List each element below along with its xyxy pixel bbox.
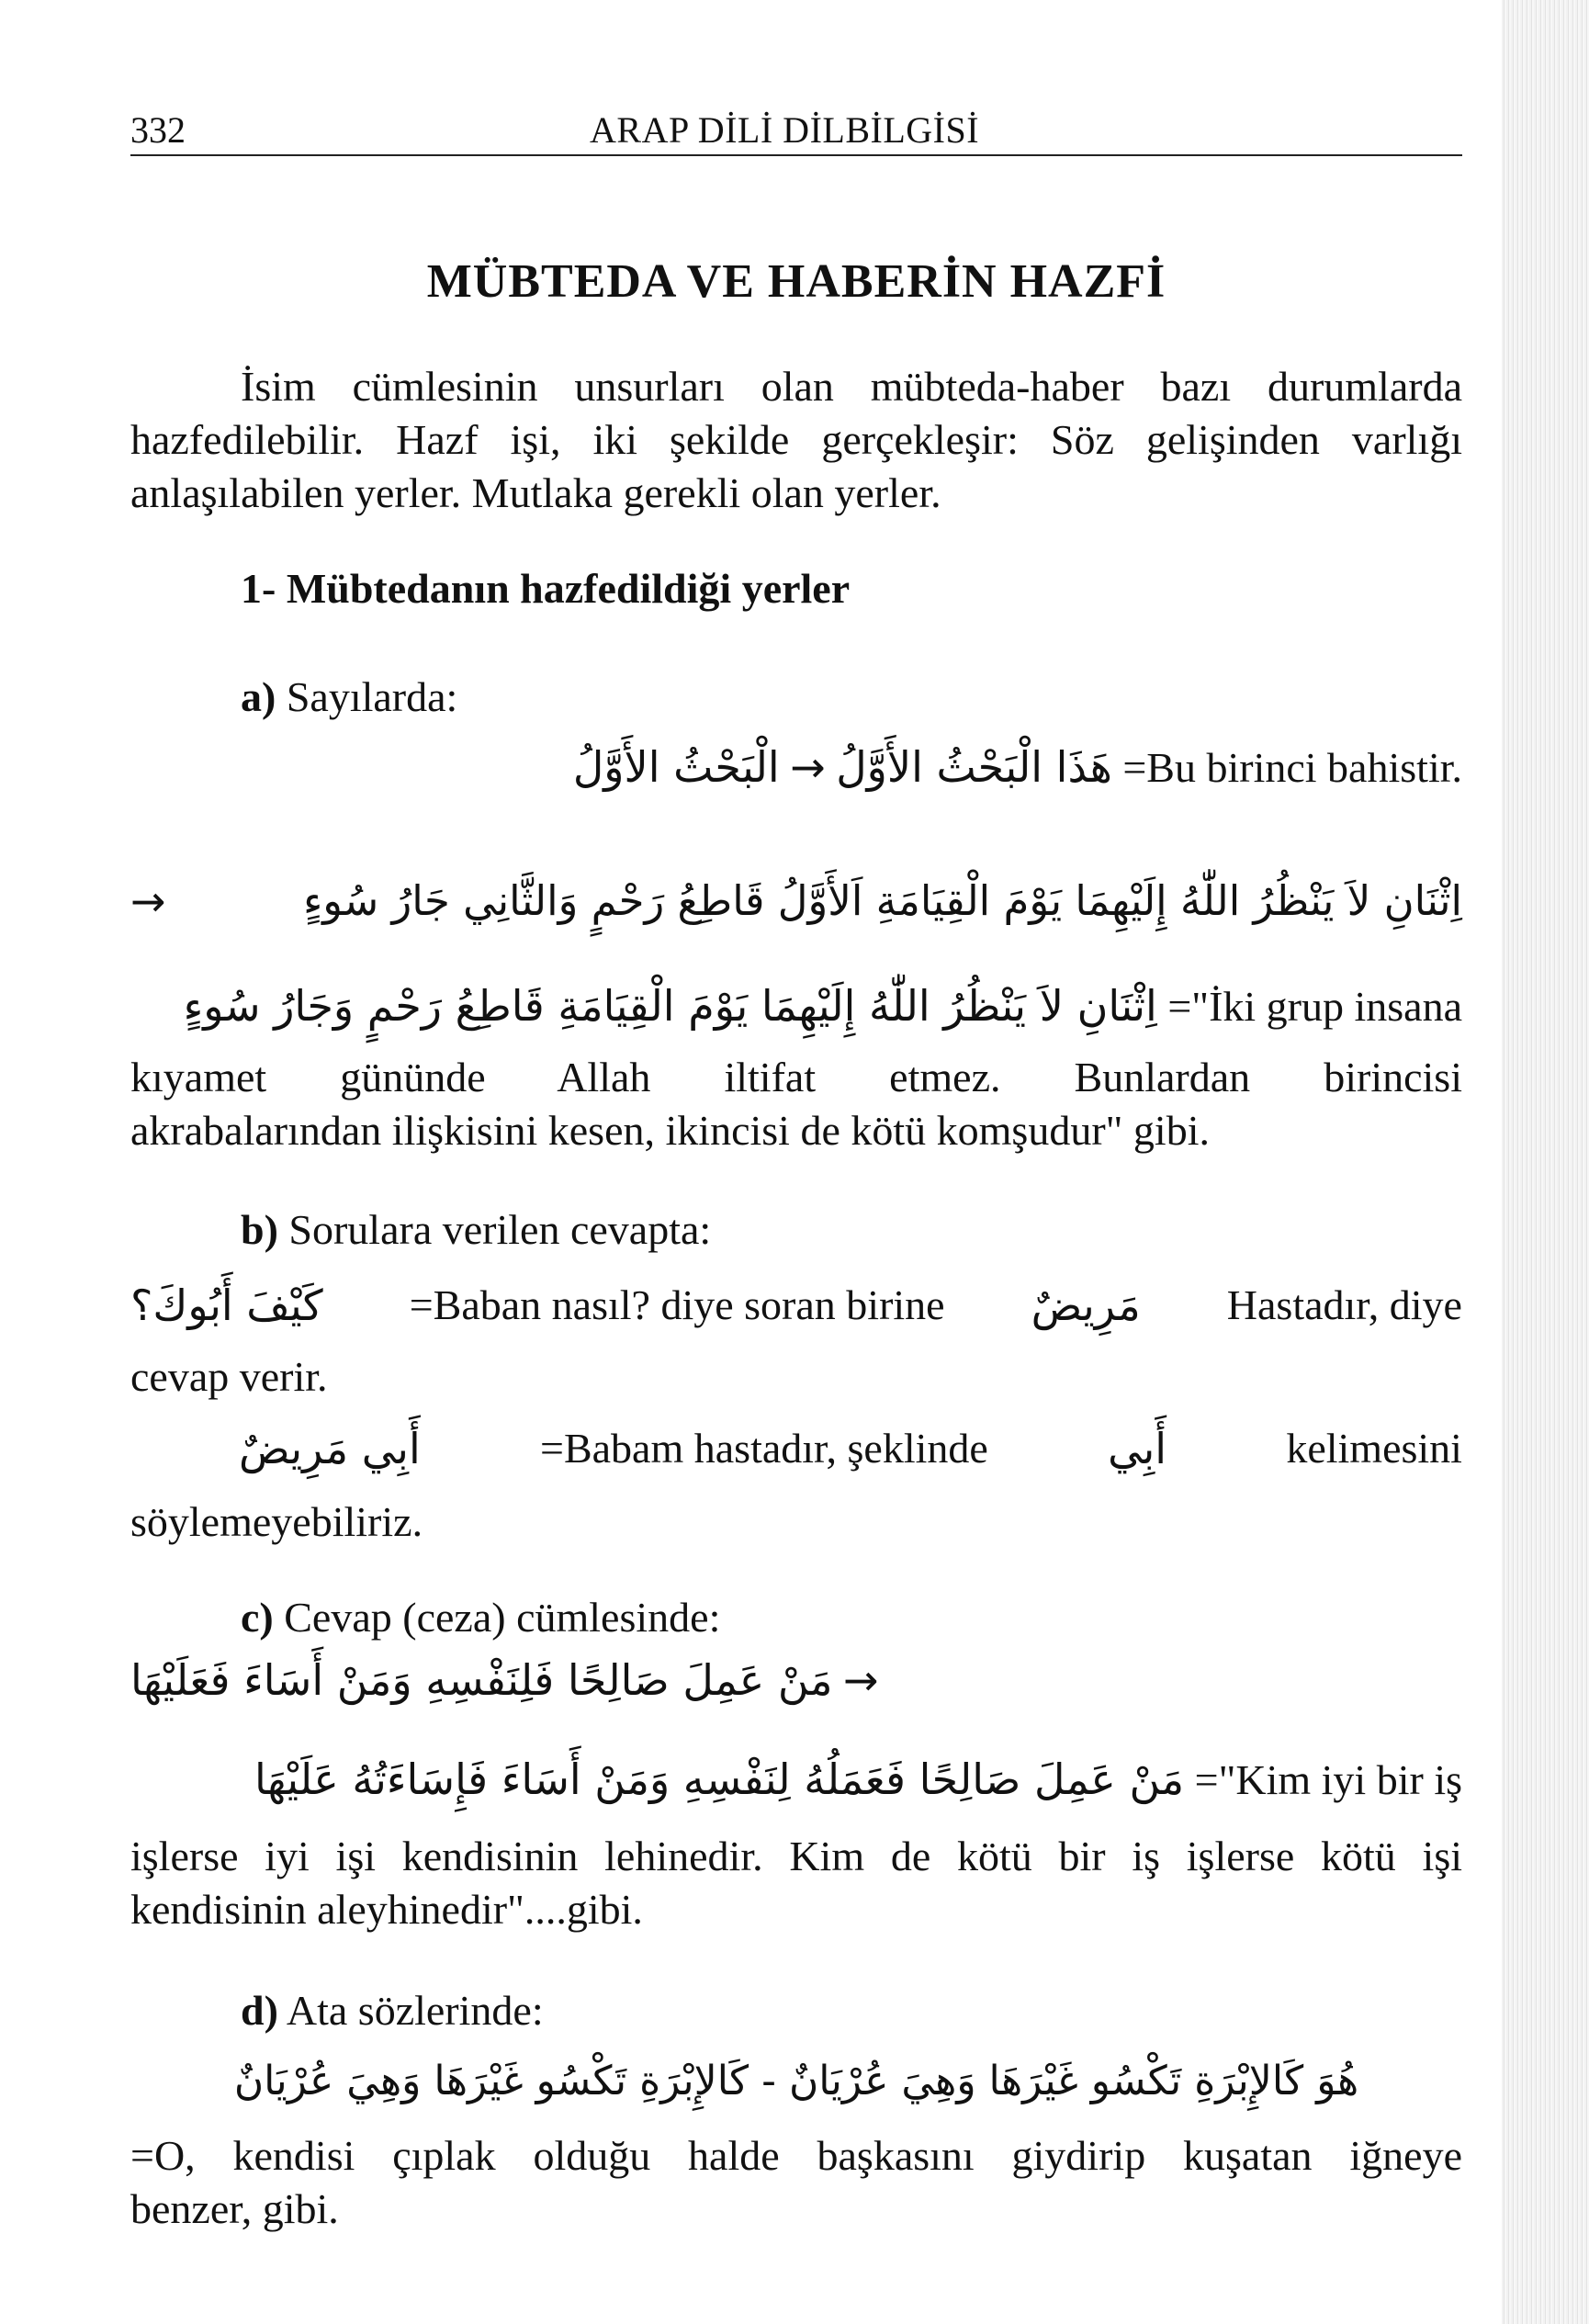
page-edge-texture	[1502, 0, 1589, 2324]
gloss-start: ="İki grup insana	[1167, 983, 1462, 1030]
gloss-end: Hastadır, diye	[1226, 1281, 1462, 1328]
subsection-b-heading	[130, 1203, 1572, 1257]
arabic-result: الْبَحْثُ الأَوَّلُ	[572, 742, 780, 792]
subsection-c-heading	[130, 1591, 1572, 1644]
intro-line-1: İsim cümlesinin unsurları olan mübteda-haber bazı durumlarda	[241, 363, 1462, 410]
arabic-expanded: مَنْ عَمِلَ صَالِحًا فَعَمَلُهُ لِنَفْسِهِ وَمَنْ أَسَاءَ فَإِسَاءَتُهُ عَلَيْهَا	[254, 1754, 1185, 1804]
subsection-title: Cevap (ceza) cümlesinde:	[284, 1594, 721, 1641]
gloss-start: ="Kim iyi bir iş	[1194, 1756, 1462, 1803]
translation-line-2: kendisinin aleyhinedir"....gibi.	[130, 1886, 643, 1933]
arabic-proverb: هُوَ كَالإِبْرَةِ تَكْسُو غَيْرَهَا وَهِيَ عُرْيَانٌ - كَالإِبْرَةِ تَكْسُو غَيْرَهَا وَهِيَ عُرْيَانٌ	[233, 2058, 1359, 2104]
subsection-label: c)	[241, 1594, 274, 1641]
chapter-title: MÜBTEDA VE HABERİN HAZFİ	[426, 255, 1166, 308]
subsection-title: Ata sözlerinde:	[286, 1987, 544, 2034]
arabic-word: أَبِي	[1108, 1424, 1167, 1473]
example-b1	[130, 1279, 1462, 1332]
arabic-hadith: اِثْنَانِ لاَ يَنْظُرُ اللّٰهُ إِلَيْهِمَا يَوْمَ الْقِيَامَةِ اَلأَوَّلُ قَاطِعُ رَحْمٍ وَالثَّانِي جَارُ سُوءٍ	[303, 876, 1462, 925]
translation-line-1: kıyamet gününde Allah iltifat etmez. Bunlardan birincisi	[130, 1054, 1462, 1100]
example-a2	[130, 874, 1462, 928]
gloss-end: kelimesini	[1286, 1425, 1462, 1472]
translation-a	[130, 1051, 1462, 1157]
arabic-hadith-short: اِثْنَانِ لاَ يَنْظُرُ اللّٰهُ إِلَيْهِمَا يَوْمَ الْقِيَامَةِ قَاطِعُ رَحْمٍ وَجَارُ سُوءٍ	[183, 981, 1157, 1031]
text-line: cevap verir.	[130, 1353, 328, 1400]
text-line: söylemeyebiliriz.	[130, 1498, 423, 1545]
section-heading: 1- Mübtedanın hazfedildiği yerler	[241, 565, 851, 612]
example-d1	[130, 2054, 1462, 2108]
subsection-label: a)	[241, 673, 276, 720]
header-rule	[130, 154, 1462, 156]
subsection-title: Sayılarda:	[286, 673, 458, 720]
translation-line-1: =O, kendisi çıplak olduğu halde başkasını giydirip kuşatan iğneye	[130, 2132, 1462, 2179]
intro-line-3: anlaşılabilen yerler. Mutlaka gerekli olan yerler.	[130, 469, 941, 516]
translation-line-2: benzer, gibi.	[130, 2185, 339, 2232]
example-c2	[130, 1753, 1462, 1807]
intro-paragraph	[130, 360, 1462, 520]
arabic-sentence: أَبِي مَرِيضٌ	[239, 1424, 421, 1473]
translation-line-2: akrabalarından ilişkisini kesen, ikincisi de kötü komşudur" gibi.	[130, 1107, 1210, 1154]
arrow-icon: →	[130, 876, 166, 926]
subsection-label: b)	[241, 1206, 278, 1253]
gloss-mid: =Baban nasıl? diye soran birine	[409, 1281, 945, 1328]
gloss: =Bu birinci bahistir.	[1122, 744, 1462, 791]
arrow-icon: →	[790, 742, 826, 792]
subsection-a-heading	[130, 671, 1572, 724]
example-a3	[130, 979, 1462, 1033]
arrow-icon: →	[842, 1655, 879, 1705]
subsection-d-heading	[130, 1984, 1572, 2037]
example-c1	[130, 1653, 1462, 1708]
example-b2	[130, 1422, 1462, 1475]
arabic-question: كَيْفَ أَبُوكَ؟	[130, 1280, 323, 1330]
arabic-full: هَذَا الْبَحْثُ الأَوَّلُ	[836, 742, 1112, 792]
translation-d	[130, 2129, 1462, 2236]
arabic-condition: مَنْ عَمِلَ صَالِحًا فَلِنَفْسِهِ وَمَنْ أَسَاءَ فَعَلَيْهَا	[130, 1655, 833, 1705]
arabic-answer: مَرِيضٌ	[1031, 1280, 1141, 1330]
subsection-title: Sorulara verilen cevapta:	[288, 1206, 712, 1253]
subsection-label: d)	[241, 1987, 278, 2034]
intro-line-2: hazfedilebilir. Hazf işi, iki şekilde gerçekleşir: Söz gelişinden varlığı	[130, 416, 1462, 463]
translation-line-1: işlerse iyi işi kendisinin lehinedir. Kim de kötü bir iş işlerse kötü işi	[130, 1833, 1462, 1879]
page-number: 332	[130, 109, 186, 151]
gloss-mid: =Babam hastadır, şeklinde	[540, 1425, 988, 1472]
translation-c	[130, 1830, 1462, 1936]
example-a1	[130, 740, 1462, 795]
running-header	[130, 108, 1462, 154]
running-title: ARAP DİLİ DİLBİLGİSİ	[590, 109, 980, 151]
